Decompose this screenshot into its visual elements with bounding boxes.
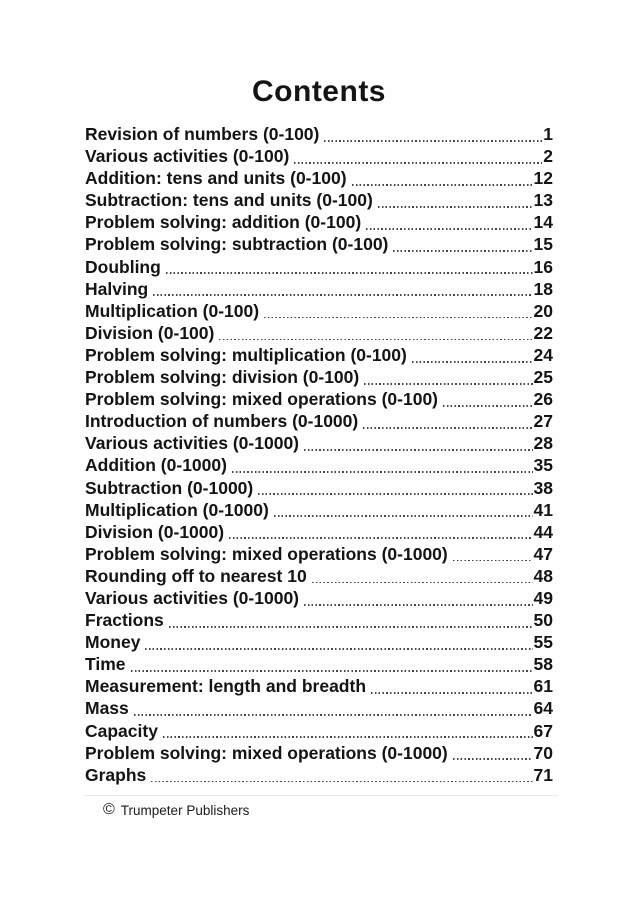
toc-entry-page: 41 xyxy=(533,499,553,520)
toc-entry-page: 2 xyxy=(543,146,553,167)
toc-entry-page: 27 xyxy=(533,411,553,432)
toc-entry xyxy=(85,587,553,609)
toc-leader-dots xyxy=(163,736,533,738)
toc-entry-label: Problem solving: division (0-100) xyxy=(85,367,360,388)
toc-entry xyxy=(85,145,553,167)
toc-entry-page: 70 xyxy=(533,742,553,763)
toc-leader-dots xyxy=(364,383,532,385)
toc-leader-dots xyxy=(363,427,532,429)
copyright-icon: © xyxy=(103,801,115,818)
toc-entry xyxy=(85,499,553,521)
toc-entry xyxy=(85,366,553,388)
toc-entry-page: 24 xyxy=(533,344,553,365)
toc-entry-label: Capacity xyxy=(85,720,158,741)
toc-entry xyxy=(85,631,553,653)
toc-entry-page: 28 xyxy=(533,433,553,454)
toc-entry xyxy=(85,543,553,565)
toc-entry-label: Graphs xyxy=(85,764,147,785)
toc-entry xyxy=(85,211,553,233)
toc-entry xyxy=(85,167,553,189)
toc-leader-dots xyxy=(366,228,532,230)
toc-entry-label: Various activities (0-1000) xyxy=(85,587,299,608)
toc-entry-page: 64 xyxy=(533,698,553,719)
page-title: Contents xyxy=(252,75,386,108)
toc-entry-page: 1 xyxy=(543,124,553,144)
toc-entry-label: Addition (0-1000) xyxy=(85,455,227,476)
toc-entry-page: 25 xyxy=(533,367,553,388)
toc-entry xyxy=(85,675,553,697)
toc-entry xyxy=(85,697,553,719)
publisher-name: Trumpeter Publishers xyxy=(120,802,250,818)
toc-entry xyxy=(85,410,553,432)
toc-leader-dots xyxy=(393,250,532,252)
toc-leader-dots xyxy=(304,449,533,451)
toc-entry xyxy=(85,278,553,300)
toc-entry-label: Halving xyxy=(85,278,149,299)
toc-leader-dots xyxy=(145,648,532,650)
toc-entry xyxy=(85,123,553,145)
toc-entry xyxy=(85,388,553,410)
toc-entry-label: Fractions xyxy=(85,610,164,631)
toc-entry-label: Problem solving: mixed operations (0-1000) xyxy=(85,742,448,763)
toc-entry-label: Doubling xyxy=(85,256,161,277)
toc-leader-dots xyxy=(352,184,533,186)
toc-entry-page: 13 xyxy=(533,190,553,211)
toc-entry-label: Rounding off to nearest 10 xyxy=(85,565,307,586)
toc-entry xyxy=(85,521,553,543)
toc-entry xyxy=(85,565,553,587)
toc-entry-page: 16 xyxy=(533,256,553,277)
toc-entry-label: Introduction of numbers (0-1000) xyxy=(85,411,359,432)
toc-entry-page: 58 xyxy=(533,654,553,675)
toc-entry-page: 22 xyxy=(533,322,553,343)
toc-entry-label: Various activities (0-1000) xyxy=(85,433,299,454)
toc-entry-label: Problem solving: mixed operations (0-100) xyxy=(85,389,438,410)
toc-entry xyxy=(85,477,553,499)
toc-leader-dots xyxy=(229,537,532,539)
toc-leader-dots xyxy=(378,206,533,208)
toc-entry-label: Division (0-1000) xyxy=(85,521,225,542)
toc-entry xyxy=(85,189,553,211)
toc-leader-dots xyxy=(443,405,533,407)
toc-leader-dots xyxy=(258,493,532,495)
toc-leader-dots xyxy=(166,272,533,274)
toc-entry-page: 20 xyxy=(533,300,553,321)
toc-entry xyxy=(85,454,553,476)
toc-entry-page: 18 xyxy=(533,278,553,299)
toc-entry-page: 47 xyxy=(533,543,553,564)
page-footer xyxy=(103,802,249,818)
toc-leader-dots xyxy=(219,339,532,341)
toc-leader-dots xyxy=(453,758,533,760)
toc-entry-label: Problem solving: subtraction (0-100) xyxy=(85,234,389,255)
toc-entry-label: Subtraction (0-1000) xyxy=(85,477,254,498)
toc-entry-label: Problem solving: multiplication (0-100) xyxy=(85,344,407,365)
toc-entry-label: Measurement: length and breadth xyxy=(85,676,367,697)
toc-leader-dots xyxy=(453,560,533,562)
toc-entry-page: 44 xyxy=(533,521,553,542)
toc-entry xyxy=(85,764,553,786)
toc-entry-page: 12 xyxy=(533,168,553,189)
toc-entry xyxy=(85,322,553,344)
toc-entry-label: Problem solving: addition (0-100) xyxy=(85,212,362,233)
toc-entry-label: Time xyxy=(85,654,126,675)
toc-list xyxy=(0,123,640,786)
toc-leader-dots xyxy=(264,317,532,319)
toc-entry xyxy=(85,742,553,764)
toc-leader-dots xyxy=(153,294,532,296)
toc-entry-page: 55 xyxy=(533,632,553,653)
toc-entry-page: 35 xyxy=(533,455,553,476)
toc-entry xyxy=(85,344,553,366)
toc-leader-dots xyxy=(151,781,532,783)
toc-entry xyxy=(85,256,553,278)
toc-leader-dots xyxy=(324,140,542,142)
toc-leader-dots xyxy=(232,471,533,473)
toc-entry-label: Mass xyxy=(85,698,129,719)
footer-divider xyxy=(85,795,558,796)
toc-leader-dots xyxy=(274,515,533,517)
toc-entry-page: 26 xyxy=(533,389,553,410)
toc-entry-label: Addition: tens and units (0-100) xyxy=(85,168,347,189)
toc-entry-label: Problem solving: mixed operations (0-1000) xyxy=(85,543,448,564)
toc-leader-dots xyxy=(371,692,533,694)
toc-entry-label: Various activities (0-100) xyxy=(85,146,290,167)
toc-leader-dots xyxy=(312,582,533,584)
toc-entry xyxy=(85,233,553,255)
toc-leader-dots xyxy=(169,626,533,628)
toc-leader-dots xyxy=(134,714,533,716)
toc-entry-label: Multiplication (0-100) xyxy=(85,300,260,321)
toc-entry-page: 48 xyxy=(533,565,553,586)
toc-entry-page: 15 xyxy=(533,234,553,255)
toc-entry-label: Multiplication (0-1000) xyxy=(85,499,269,520)
toc-entry-page: 50 xyxy=(533,610,553,631)
toc-leader-dots xyxy=(304,604,533,606)
toc-entry xyxy=(85,432,553,454)
toc-entry-label: Subtraction: tens and units (0-100) xyxy=(85,190,373,211)
toc-leader-dots xyxy=(412,361,533,363)
toc-entry xyxy=(85,609,553,631)
toc-entry xyxy=(85,300,553,322)
toc-entry-page: 38 xyxy=(533,477,553,498)
toc-entry-label: Money xyxy=(85,632,141,653)
toc-entry-label: Division (0-100) xyxy=(85,322,215,343)
toc-entry-page: 67 xyxy=(533,720,553,741)
toc-entry-label: Revision of numbers (0-100) xyxy=(85,124,320,144)
toc-leader-dots xyxy=(131,670,533,672)
toc-entry xyxy=(85,720,553,742)
toc-leader-dots xyxy=(294,162,542,164)
toc-entry-page: 71 xyxy=(533,764,553,785)
toc-entry xyxy=(85,653,553,675)
toc-entry-page: 49 xyxy=(533,587,553,608)
toc-entry-page: 14 xyxy=(533,212,553,233)
toc-entry-page: 61 xyxy=(533,676,553,697)
